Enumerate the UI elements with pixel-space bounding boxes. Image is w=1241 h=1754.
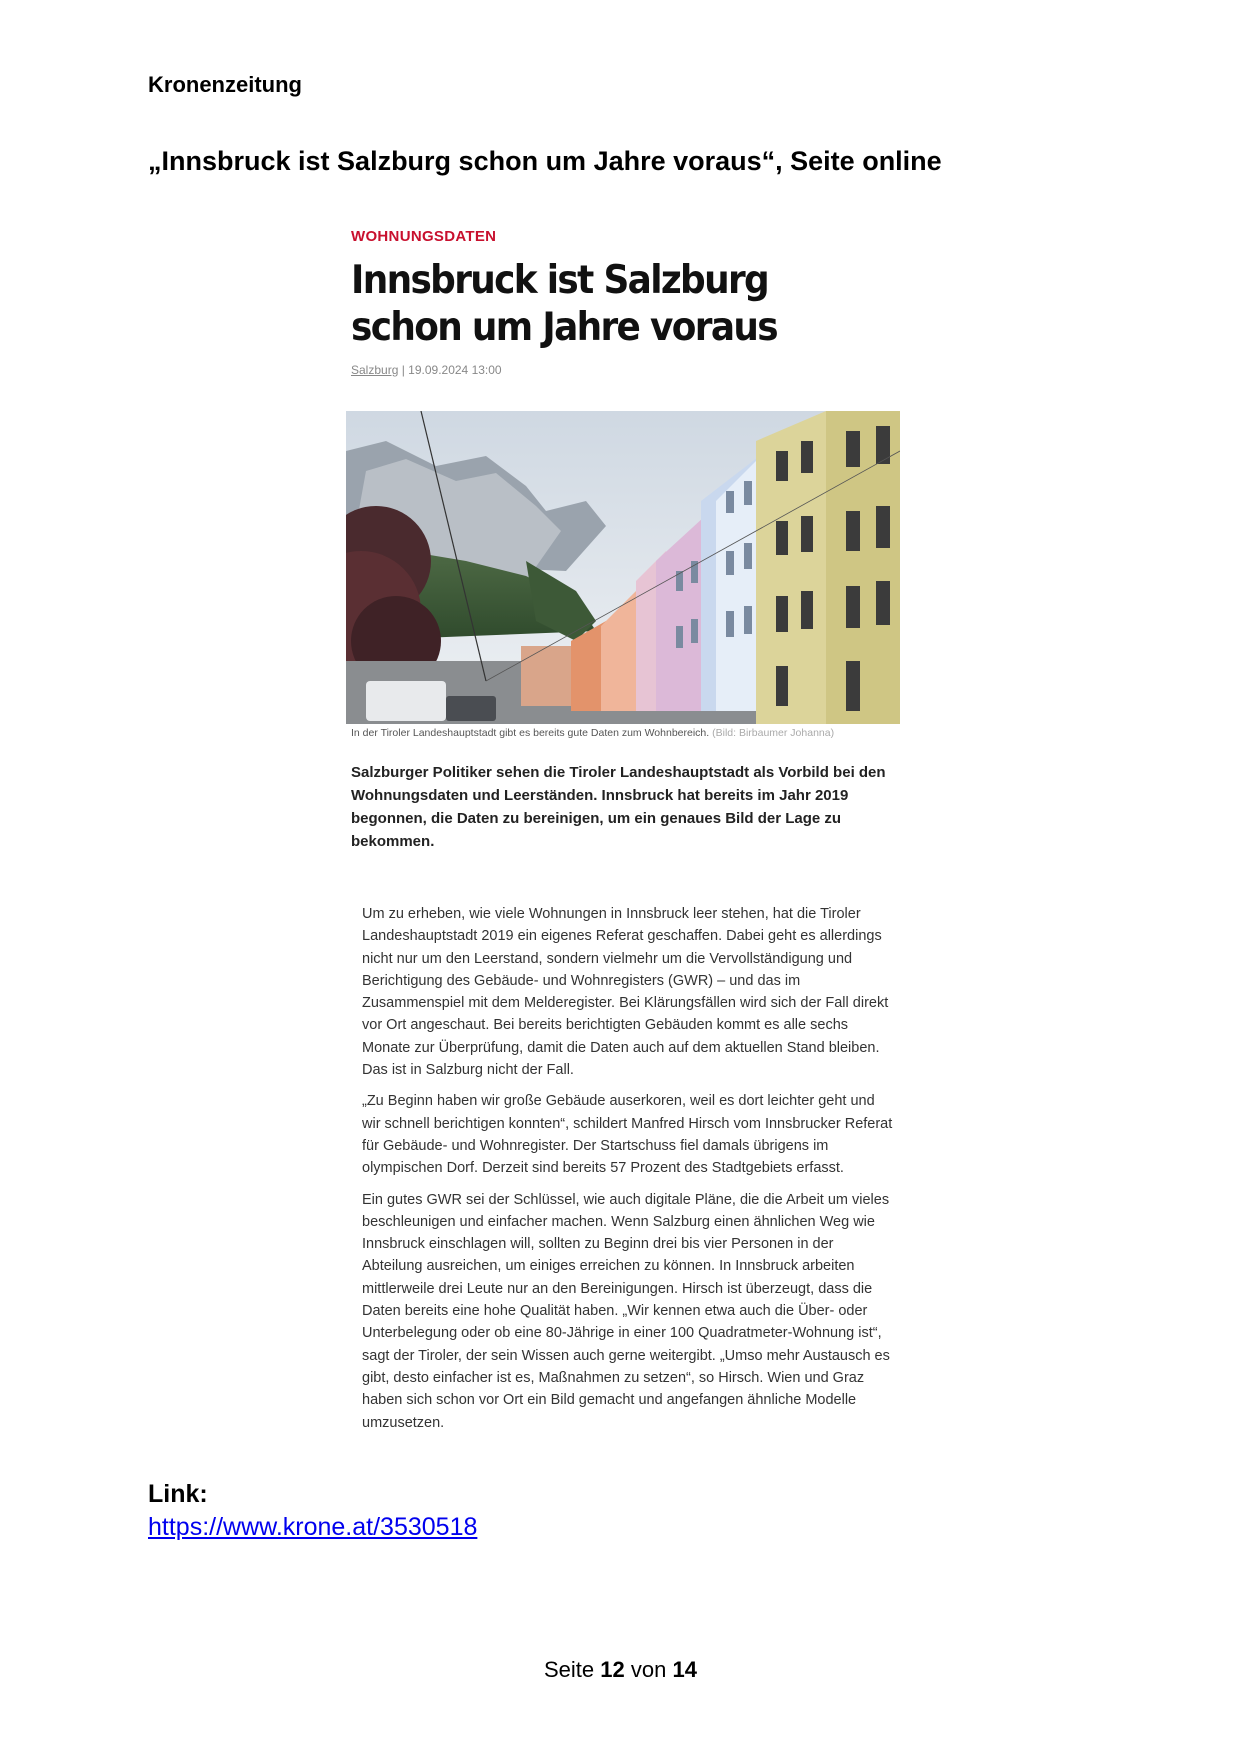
article-location: Salzburg (351, 363, 399, 377)
footer-page-number: 12 (600, 1657, 625, 1682)
article-lead: Salzburger Politiker sehen die Tiroler Landeshauptstadt als Vorbild bei den Wohnungsdaten und Leerständen. Innsbruck hat bereits im Jahr 2019 begonnen, die Daten zu bereinigen, um ein genaues Bild der Lage zu bekommen. (351, 764, 886, 850)
article-kicker: WOHNUNGSDATEN (351, 228, 497, 245)
article-meta (351, 363, 902, 377)
photo-caption (351, 727, 902, 739)
article-datetime: | 19.09.2024 13:00 (401, 363, 502, 377)
source-name: Kronenzeitung (148, 72, 302, 97)
article-paragraph: Ein gutes GWR sei der Schlüssel, wie auch digitale Pläne, die die Arbeit um vieles beschleunigen und einfacher machen. Wenn Salzburg einen ähnlichen Weg wie Innsbruck einschlagen will, sollten zu Beginn drei bis vier Personen in der Abteilung ausreichen, um einiges erreichen zu können. In Innsbruck arbeiten mittlerweile drei Leute nur an den Bereinigungen. Hirsch ist überzeugt, dass die Daten bereits eine hohe Qualität haben. „Wir kennen etwa auch die Über- oder Unterbelegung oder ob eine 80-Jährige in einer 100 Quadratmeter-Wohnung ist“, sagt der Tiroler, der sein Wissen auch gerne weitergibt. „Umso mehr Austausch es gibt, desto einfacher ist es, Maßnahmen zu setzen“, so Hirsch. Wien und Graz haben sich schon vor Ort ein Bild gemacht und angefangen ähnliche Modelle umzusetzen. (362, 1191, 890, 1431)
document-title: „Innsbruck ist Salzburg schon um Jahre voraus“, Seite online (148, 146, 942, 176)
article-body (362, 903, 897, 1434)
footer-prefix: Seite (544, 1657, 595, 1682)
article-clipping (346, 228, 902, 1443)
page-footer (0, 1657, 1241, 1683)
link-label: Link: (148, 1480, 208, 1508)
article-link[interactable]: https://www.krone.at/3530518 (148, 1513, 478, 1541)
article-headline: Innsbruck ist Salzburg schon um Jahre voraus (351, 258, 777, 350)
article-paragraph: „Zu Beginn haben wir große Gebäude auserkoren, weil es dort leichter geht und wir schnell berichtigen konnten“, schildert Manfred Hirsch vom Innsbrucker Referat für Gebäude- und Wohnregister. Der Startschuss fiel damals übrigens im olympischen Dorf. Derzeit sind bereits 57 Prozent des Stadtgebiets erfasst. (362, 1093, 893, 1177)
footer-middle: von (630, 1657, 667, 1682)
photo-caption-text: In der Tiroler Landeshauptstadt gibt es bereits gute Daten zum Wohnbereich. (351, 727, 710, 739)
article-paragraph: Um zu erheben, wie viele Wohnungen in Innsbruck leer stehen, hat die Tiroler Landeshauptstadt 2019 ein eigenes Referat geschaffen. Dabei geht es allerdings nicht nur um den Leerstand, sondern vielmehr um die Vervollständigung und Berichtigung des Gebäude- und Wohnregisters (GWR) – und das im Zusammenspiel mit dem Melderegister. Bei Klärungsfällen wird sich der Fall direkt vor Ort angeschaut. Bei bereits berichtigten Gebäuden kommt es alle sechs Monate zur Überprüfung, damit die Daten auch auf dem aktuellen Stand bleiben. Das ist in Salzburg nicht der Fall. (362, 906, 889, 1079)
photo-credit: (Bild: Birbaumer Johanna) (712, 727, 835, 739)
footer-page-total: 14 (672, 1657, 697, 1682)
article-photo (346, 411, 900, 724)
